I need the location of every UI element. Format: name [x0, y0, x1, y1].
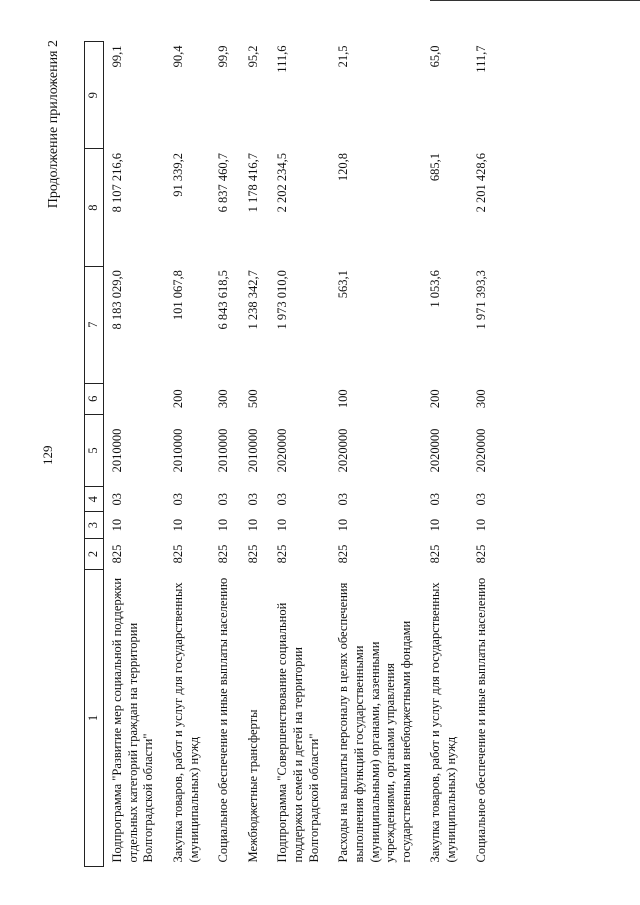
row-name: Закупка товаров, работ и услуг для государственных (муниципальных) нужд [428, 582, 458, 863]
continuation-caption: Продолжение приложения 2 [46, 40, 61, 209]
row-target-article: 2010000 [245, 428, 260, 473]
row-planned: 8 183 029,0 [110, 270, 124, 330]
row-expense-type: 500 [245, 389, 260, 409]
row-name: Подпрограмма "Совершенствование социальной поддержки семей и детей на территории Волгоградской области" [275, 602, 321, 863]
row-name: Социальное обеспечение и иные выплаты населению [473, 577, 488, 863]
column-header: 8 [85, 149, 104, 266]
row-subsection: 03 [336, 492, 351, 506]
table-row [468, 42, 498, 867]
table-row [330, 42, 422, 867]
row-target-article: 2020000 [428, 428, 443, 473]
row-section: 10 [428, 518, 443, 532]
row-percent: 90,4 [170, 45, 185, 68]
row-executed: 2 201 428,6 [473, 152, 488, 213]
row-planned: 1 971 393,3 [473, 270, 488, 330]
row-percent: 111,7 [473, 45, 488, 73]
row-planned: 6 843 618,5 [216, 270, 231, 330]
row-subsection: 03 [428, 492, 443, 506]
row-subsection: 03 [473, 492, 488, 506]
row-target-article: 2020000 [473, 428, 488, 473]
table-row [210, 42, 240, 867]
budget-table [84, 41, 497, 867]
header-row [85, 42, 104, 867]
row-percent: 65,0 [428, 45, 443, 68]
row-code-admin: 825 [473, 544, 488, 564]
row-expense-type: 200 [170, 389, 185, 409]
row-planned: 1 053,6 [428, 270, 443, 308]
table-row [104, 42, 165, 867]
row-planned: 1 973 010,0 [275, 270, 290, 330]
row-code-admin: 825 [336, 544, 351, 564]
row-code-admin: 825 [245, 544, 260, 564]
row-expense-type: 300 [473, 389, 488, 409]
row-section: 10 [336, 518, 351, 532]
row-executed: 1 178 416,7 [245, 152, 260, 213]
row-target-article: 2020000 [336, 428, 351, 473]
row-section: 10 [275, 518, 290, 532]
row-code-admin: 825 [216, 544, 231, 564]
row-subsection: 03 [170, 492, 185, 506]
column-header: 5 [85, 414, 104, 487]
table-row [422, 42, 467, 867]
row-section: 10 [245, 518, 260, 532]
row-planned: 101 067,8 [170, 270, 185, 321]
row-code-admin: 825 [428, 544, 443, 564]
column-header: 7 [85, 266, 104, 383]
row-planned: 563,1 [336, 270, 351, 299]
row-subsection: 03 [216, 492, 231, 506]
row-name: Подпрограмма "Развитие мер социальной поддержки отдельных категорий граждан на территории Волгоградской области" [110, 577, 156, 863]
column-header: 4 [85, 487, 104, 512]
page-number: 129 [40, 445, 55, 465]
row-name: Закупка товаров, работ и услуг для государственных (муниципальных) нужд [170, 582, 201, 863]
row-executed: 2 202 234,5 [275, 152, 290, 213]
row-target-article: 2020000 [275, 428, 290, 473]
column-header: 9 [85, 42, 104, 149]
row-target-article: 2010000 [170, 428, 185, 473]
row-subsection: 03 [245, 492, 260, 506]
row-section: 10 [473, 518, 488, 532]
row-subsection: 03 [110, 492, 124, 506]
row-expense-type [104, 383, 165, 414]
row-executed: 120,8 [336, 152, 351, 182]
row-target-article: 2010000 [110, 428, 124, 473]
row-planned: 1 238 342,7 [245, 270, 260, 330]
column-header: 1 [85, 569, 104, 866]
column-header: 6 [85, 383, 104, 414]
column-header: 3 [85, 512, 104, 539]
row-expense-type: 100 [336, 389, 351, 409]
row-name: Социальное обеспечение и иные выплаты населению [216, 577, 231, 863]
row-code-admin: 825 [110, 544, 124, 564]
row-executed: 8 107 216,6 [110, 152, 124, 213]
table-row [269, 42, 330, 867]
table-row [240, 42, 270, 867]
row-expense-type: 200 [428, 389, 443, 409]
row-section: 10 [170, 518, 185, 532]
row-expense-type [269, 383, 330, 414]
row-subsection: 03 [275, 492, 290, 506]
row-executed: 6 837 460,7 [216, 152, 231, 213]
row-section: 10 [110, 518, 124, 532]
row-name: Межбюджетные трансферты [245, 709, 260, 863]
row-code-admin: 825 [170, 544, 185, 564]
row-percent: 21,5 [336, 45, 351, 68]
row-executed: 685,1 [428, 152, 443, 182]
row-section: 10 [216, 518, 231, 532]
row-target-article: 2010000 [216, 428, 231, 473]
row-expense-type: 300 [216, 389, 231, 409]
row-executed: 91 339,2 [170, 152, 185, 197]
table-row [165, 42, 210, 867]
row-name: Расходы на выплаты персоналу в целях обеспечения выполнения функций государственными (муниципальными) органами, казенными учреждениями, органами управления государственными внебюджетными фондами [336, 582, 413, 863]
row-percent: 99,1 [110, 45, 124, 68]
row-percent: 95,2 [245, 45, 260, 68]
row-percent: 99,9 [216, 45, 231, 68]
row-code-admin: 825 [275, 544, 290, 564]
column-header: 2 [85, 539, 104, 570]
row-percent: 111,6 [275, 45, 290, 73]
